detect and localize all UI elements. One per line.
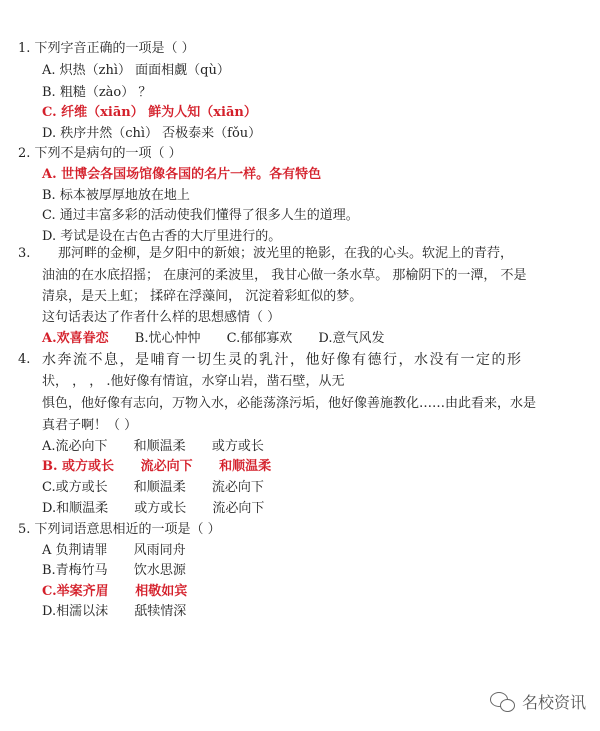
q4-option-a	[42, 438, 264, 456]
q1-option-c: C. 纤维（xiān） 鲜为人知（xiān）	[42, 105, 257, 120]
q5-option-a	[42, 542, 186, 560]
q3-option-c: C.郁郁寡欢	[226, 331, 293, 346]
q3-passage-line2: 油油的在水底招摇； 在康河的柔波里， 我甘心做一条水草。 那榆阴下的一潭， 不是	[42, 268, 527, 283]
q3-options	[42, 330, 384, 348]
q4-option-d-part1: D.和顺温柔	[42, 501, 109, 516]
q5-option-c-part2: 相敬如宾	[135, 584, 188, 599]
q5-option-b-part1: B.青梅竹马	[42, 563, 108, 578]
q4-option-b-part3: 和顺温柔	[219, 459, 272, 474]
q2-option-b: B. 标本被厚厚地放在地上	[42, 188, 190, 203]
q5-option-d-part2: 舐犊情深	[134, 604, 187, 619]
q4-option-b-part1: B. 或方或长	[42, 459, 115, 474]
q3-number: 3.	[18, 246, 31, 261]
q2-option-c: C. 通过丰富多彩的活动使我们懂得了很多人生的道理。	[42, 208, 359, 223]
q2-stem: 2. 下列不是病句的一项（ ）	[18, 146, 182, 161]
q1-option-a: A. 炽热（zhì） 面面相觑（qù）	[42, 63, 230, 78]
q5-option-a-part2: 风雨同舟	[133, 543, 186, 558]
q4-option-b-part2: 流必向下	[140, 459, 193, 474]
q5-option-c	[42, 583, 187, 601]
q5-option-d-part1: D.相濡以沫	[42, 604, 109, 619]
q4-passage-line4: 真君子啊！（ ）	[42, 418, 138, 433]
q3-option-b: B.忧心忡忡	[134, 331, 201, 346]
q2-option-a: A. 世博会各国场馆像各国的名片一样。各有特色	[42, 167, 322, 182]
q5-option-b	[42, 562, 186, 580]
q3-option-a: A.欢喜眷恋	[42, 331, 109, 346]
q1-option-b: B. 粗糙（zào） ？	[42, 85, 152, 100]
q3-question: 这句话表达了作者什么样的思想感情（ ）	[42, 310, 281, 325]
q3-passage-line1: 那河畔的金柳，是夕阳中的新娘；波光里的艳影，在我的心头。软泥上的青荇，	[58, 246, 514, 261]
q5-option-a-part1: A 负荆请罪	[42, 543, 108, 558]
q4-passage-line3: 惧色，他好像有志向，万物入水，必能荡涤污垢，他好像善施教化……由此看来，水是	[42, 396, 537, 411]
q4-option-d	[42, 500, 264, 518]
q4-option-a-part1: A.流必向下	[42, 439, 108, 454]
q4-option-b	[42, 458, 271, 476]
wechat-icon	[490, 692, 516, 712]
q4-option-c-part1: C.或方或长	[42, 480, 108, 495]
q4-option-a-part3: 或方或长	[211, 439, 264, 454]
q4-option-d-part2: 或方或长	[134, 501, 187, 516]
watermark-text: 名校资讯	[521, 693, 586, 712]
q1-stem: 1. 下列字音正确的一项是（ ）	[18, 41, 195, 56]
q4-option-c	[42, 479, 264, 497]
q4-option-c-part2: 和顺温柔	[133, 480, 186, 495]
q5-option-d	[42, 603, 186, 621]
q4-option-d-part3: 流必向下	[212, 501, 265, 516]
q4-option-c-part3: 流必向下	[211, 480, 264, 495]
q3-option-d: D.意气风发	[318, 331, 385, 346]
q2-option-d: D. 考试是设在古色古香的大厅里进行的。	[42, 229, 282, 244]
q4-passage-line1: 水奔流不息，是哺育一切生灵的乳汁，他好像有德行，水没有一定的形	[42, 352, 523, 368]
q4-number: 4.	[18, 352, 31, 367]
watermark	[490, 690, 586, 713]
q5-option-c-part1: C.举案齐眉	[42, 584, 109, 599]
q5-option-b-part2: 饮水思源	[133, 563, 186, 578]
q4-option-a-part2: 和顺温柔	[133, 439, 186, 454]
q4-passage-line2: 状， ， ， .他好像有情谊，水穿山岩，凿石壁，从无	[42, 374, 345, 389]
q5-stem: 5. 下列词语意思相近的一项是（ ）	[18, 522, 221, 537]
q3-passage-line3: 清泉，是天上虹； 揉碎在浮藻间， 沉淀着彩虹似的梦。	[42, 289, 363, 304]
q1-option-d: D. 秩序井然（chì） 否极泰来（fǒu）	[42, 126, 262, 141]
